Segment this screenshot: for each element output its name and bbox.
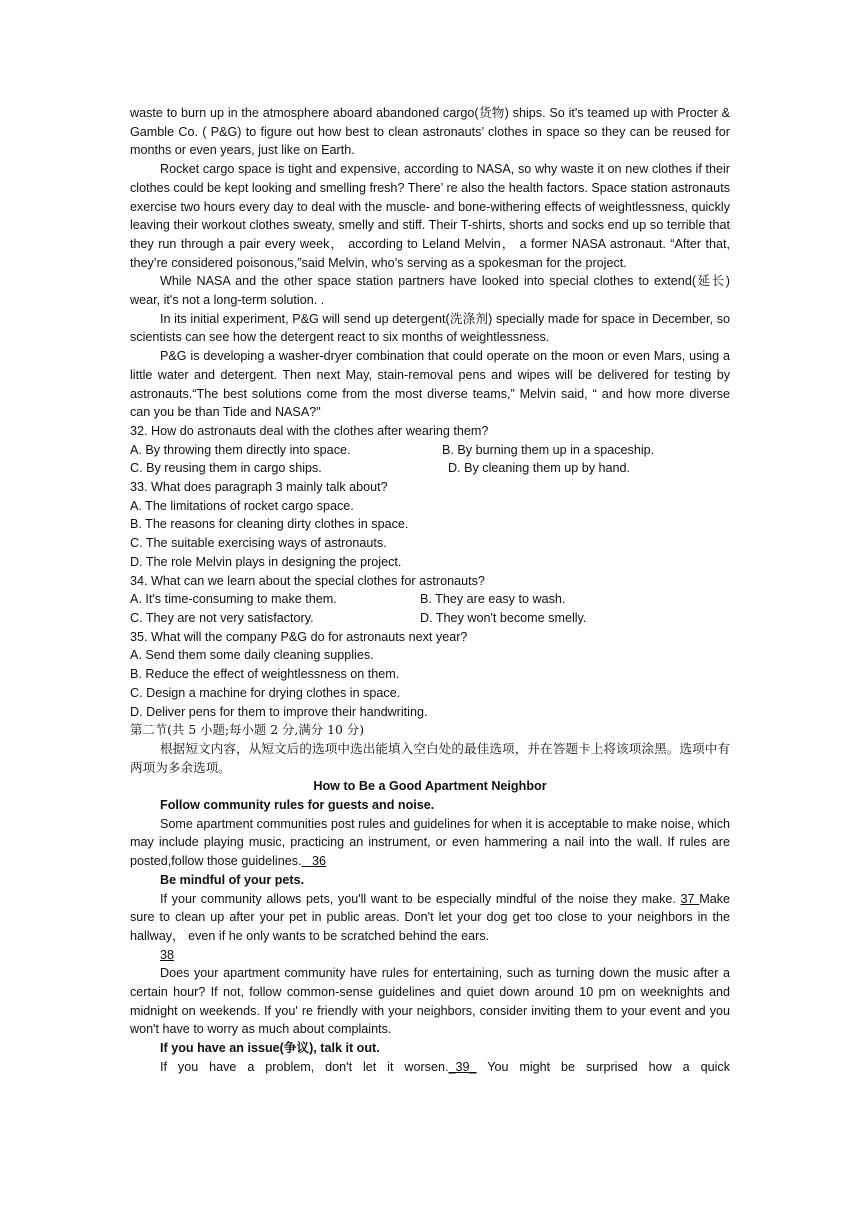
question-34 bbox=[130, 572, 730, 628]
passage2-paragraph-3: Does your apartment community have rules for entertaining, such as turning down the music after a certain hour? If not, follow common-sense guidelines and quiet down around 10 pm on weeknights and midnight on weekends. If you' re friendly with your neighbors, consider inviting them to your event and you won't have to worry as much about complaints. bbox=[130, 966, 730, 1037]
option-a: A. Send them some daily cleaning supplies. bbox=[130, 648, 374, 663]
passage2-paragraph-1 bbox=[130, 815, 730, 871]
question-stem: 32. How do astronauts deal with the clothes after wearing them? bbox=[130, 423, 489, 438]
option-d: D. The role Melvin plays in designing the project. bbox=[130, 554, 402, 569]
paragraph-text: You might be surprised how a quick bbox=[476, 1059, 730, 1074]
blank-37: 37 bbox=[680, 891, 700, 906]
option-b: B. They are easy to wash. bbox=[420, 592, 566, 607]
paragraph-text: Make sure to clean up after your pet in public areas. Don't let your dog get too close to your neighbors in the hallway， even if he only wants to be scratched behind the ears. bbox=[130, 891, 730, 943]
paragraph-text: If you have a problem, don't let it worsen. bbox=[160, 1059, 449, 1074]
passage2-subheading-2: Be mindful of your pets. bbox=[160, 872, 305, 887]
passage2-title: How to Be a Good Apartment Neighbor bbox=[313, 779, 547, 794]
paragraph-text: Some apartment communities post rules and guidelines for when it is acceptable to make noise, which may include playing music, practicing an instrument, or even hammering a nail into the wall. If rules are posted,follow those guidelines. bbox=[130, 816, 730, 869]
option-d: D. Deliver pens for them to improve their handwriting. bbox=[130, 704, 428, 719]
option-c: C. Design a machine for drying clothes in space. bbox=[130, 685, 401, 700]
passage2-subheading-4: If you have an issue(争议), talk it out. bbox=[160, 1041, 380, 1056]
options-row-cd bbox=[130, 459, 730, 478]
question-32 bbox=[130, 422, 730, 478]
question-stem: 33. What does paragraph 3 mainly talk about? bbox=[130, 480, 388, 495]
passage1-paragraph-0: waste to burn up in the atmosphere aboard abandoned cargo(货物) ships. So it's teamed up with Procter & Gamble Co. ( P&G) to figure out how best to clean astronauts’ clothes in space so they can be reused for months or even years, just like on Earth. bbox=[130, 106, 730, 158]
passage1-paragraph-3: In its initial experiment, P&G will send up detergent(洗涤剂) specially made for space in December, so scientists can see how the detergent react to six months of weightlessness. bbox=[130, 311, 730, 345]
question-35 bbox=[130, 628, 730, 722]
option-b: B. The reasons for cleaning dirty clothes in space. bbox=[130, 517, 409, 532]
question-33 bbox=[130, 478, 730, 572]
section-instructions: 根据短文内容，从短文后的选项中选出能填入空白处的最佳选项，并在答题卡上将该项涂黑。选项中有两项为多余选项。 bbox=[130, 741, 730, 775]
options-row-ab bbox=[130, 441, 730, 460]
blank-38: 38 bbox=[160, 947, 175, 962]
blank-39: _39_ bbox=[448, 1059, 477, 1074]
passage2-paragraph-4 bbox=[130, 1058, 730, 1077]
option-b: B. By burning them up in a spaceship. bbox=[442, 442, 655, 457]
question-stem: 34. What can we learn about the special clothes for astronauts? bbox=[130, 573, 485, 588]
passage1-paragraph-2: While NASA and the other space station partners have looked into special clothes to extend(延长) wear, it's not a long-term solution. . bbox=[130, 274, 730, 308]
passage2-blank-38-line bbox=[130, 946, 730, 965]
options-row-ab bbox=[130, 590, 730, 609]
option-c: C. The suitable exercising ways of astronauts. bbox=[130, 536, 387, 551]
option-d: D. By cleaning them up by hand. bbox=[448, 461, 631, 476]
option-d: D. They won't become smelly. bbox=[420, 610, 587, 625]
section-heading: 第二节(共 5 小题;每小题 2 分,满分 10 分) bbox=[130, 722, 365, 738]
option-a: A. By throwing them directly into space. bbox=[130, 442, 351, 457]
question-stem: 35. What will the company P&G do for astronauts next year? bbox=[130, 629, 468, 644]
paragraph-text: If your community allows pets, you'll want to be especially mindful of the noise they make. bbox=[160, 891, 676, 906]
options-row-cd bbox=[130, 609, 730, 628]
option-c: C. By reusing them in cargo ships. bbox=[130, 461, 322, 476]
passage1-paragraph-1: Rocket cargo space is tight and expensive, according to NASA, so why waste it on new clothes if their clothes could be kept looking and smelling fresh? There’ re also the health factors. Space station astronauts exercise two hours every day to deal with the muscle- and bone-withering effects of weightlessness, quickly leaving their workout clothes sweaty, smelly and stiff. Their T-shirts, shorts and socks end up so terrible that they run through a pair every week， according to Leland Melvin， a former NASA astronaut. “After that, they’re considered poisonous,”said Melvin, who’s serving as a spokesman for the project. bbox=[130, 162, 730, 270]
passage1-paragraph-4: P&G is developing a washer-dryer combination that could operate on the moon or even Mars, using a little water and detergent. Then next May, stain-removal pens and wipes will be delivered for testing by astronauts.“The best solutions come from the most diverse teams,” Melvin said, “ and how more diverse can you be than Tide and NASA?" bbox=[130, 349, 730, 420]
option-c: C. They are not very satisfactory. bbox=[130, 610, 314, 625]
blank-36: 36 bbox=[301, 854, 327, 869]
option-b: B. Reduce the effect of weightlessness on them. bbox=[130, 667, 400, 682]
option-a: A. It's time-consuming to make them. bbox=[130, 592, 337, 607]
option-a: A. The limitations of rocket cargo space. bbox=[130, 498, 354, 513]
passage2-subheading-1: Follow community rules for guests and noise. bbox=[160, 798, 435, 813]
passage2-paragraph-2 bbox=[130, 890, 730, 946]
